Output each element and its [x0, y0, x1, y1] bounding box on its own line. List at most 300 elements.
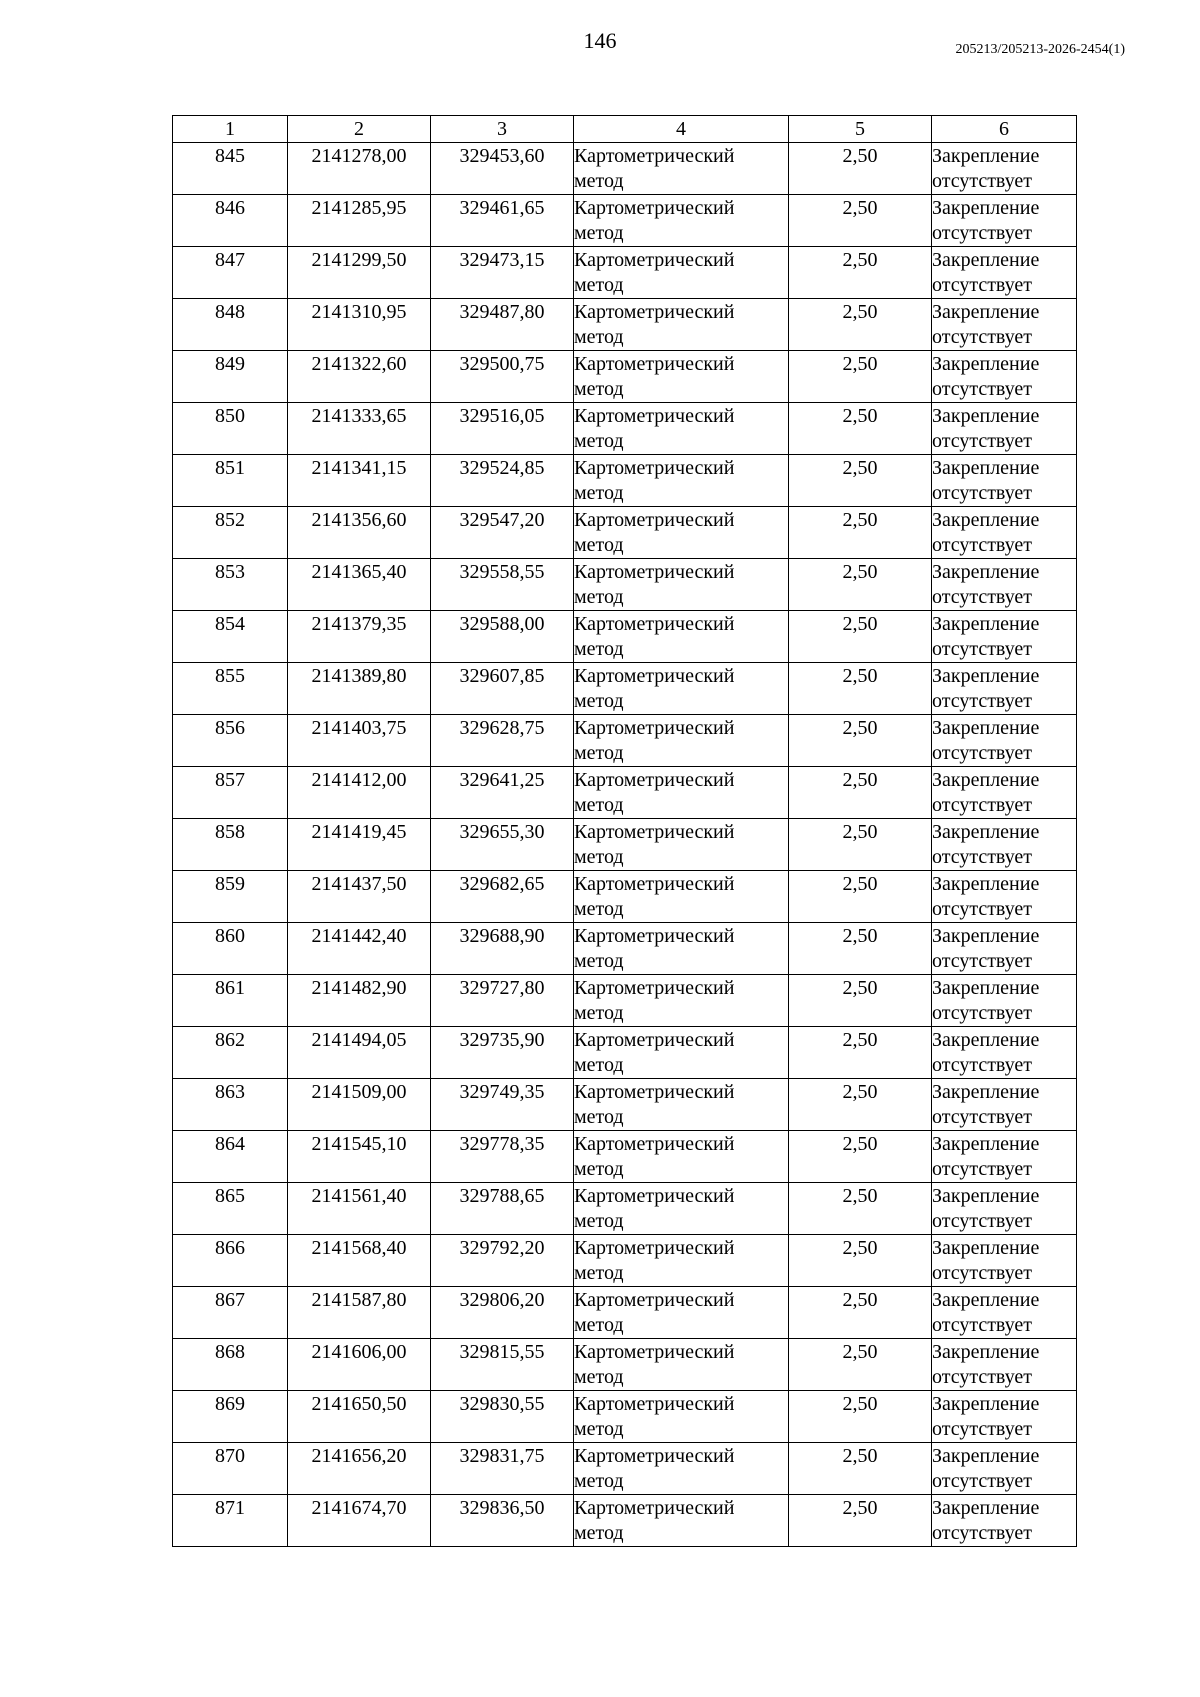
point-number-cell-text: 849: [215, 353, 245, 375]
table-row: [173, 1339, 1077, 1391]
fixing-cell-text: отсутствует: [932, 1418, 1033, 1440]
fixing-cell-text: Закрепление: [932, 561, 1040, 583]
fixing-cell-text: Закрепление: [932, 301, 1040, 323]
accuracy-cell-text: 2,50: [842, 925, 878, 947]
method-cell: [574, 663, 789, 715]
point-number-cell-text: 859: [215, 873, 245, 895]
fixing-cell: [932, 1495, 1077, 1547]
table-row: [173, 195, 1077, 247]
fixing-cell: [932, 819, 1077, 871]
method-cell: [574, 871, 789, 923]
fixing-cell: [932, 351, 1077, 403]
fixing-cell: [932, 975, 1077, 1027]
table-row: [173, 871, 1077, 923]
table-row: [173, 1287, 1077, 1339]
accuracy-cell-text: 2,50: [842, 509, 878, 531]
fixing-cell-text: отсутствует: [932, 1470, 1033, 1492]
coordinates-table: [172, 115, 1077, 1547]
point-number-cell: [173, 143, 288, 195]
fixing-cell: [932, 923, 1077, 975]
x-coordinate-cell: [288, 819, 431, 871]
y-coordinate-cell-text: 329830,55: [459, 1393, 545, 1415]
table-row: [173, 559, 1077, 611]
y-coordinate-cell: [431, 871, 574, 923]
x-coordinate-cell-text: 2141568,40: [311, 1237, 407, 1259]
method-cell: [574, 1443, 789, 1495]
y-coordinate-cell: [431, 299, 574, 351]
fixing-cell: [932, 1131, 1077, 1183]
y-coordinate-cell-text: 329641,25: [459, 769, 545, 791]
x-coordinate-cell: [288, 975, 431, 1027]
fixing-cell: [932, 559, 1077, 611]
x-coordinate-cell-text: 2141587,80: [311, 1289, 407, 1311]
x-coordinate-cell-text: 2141606,00: [311, 1341, 407, 1363]
table-row: [173, 1495, 1077, 1547]
x-coordinate-cell: [288, 1235, 431, 1287]
x-coordinate-cell: [288, 923, 431, 975]
x-coordinate-cell: [288, 1079, 431, 1131]
y-coordinate-cell: [431, 663, 574, 715]
table-row: [173, 767, 1077, 819]
accuracy-cell-text: 2,50: [842, 1393, 878, 1415]
point-number-cell: [173, 1027, 288, 1079]
accuracy-cell: [789, 975, 932, 1027]
method-cell: [574, 195, 789, 247]
x-coordinate-cell: [288, 663, 431, 715]
y-coordinate-cell: [431, 1495, 574, 1547]
point-number-cell-text: 853: [215, 561, 245, 583]
fixing-cell-text: отсутствует: [932, 274, 1033, 296]
method-cell: [574, 1391, 789, 1443]
method-cell-text: метод: [574, 1262, 624, 1284]
method-cell-text: метод: [574, 898, 624, 920]
method-cell-text: метод: [574, 1002, 624, 1024]
fixing-cell-text: Закрепление: [932, 457, 1040, 479]
accuracy-cell: [789, 663, 932, 715]
accuracy-cell: [789, 1391, 932, 1443]
fixing-cell-text: отсутствует: [932, 430, 1033, 452]
accuracy-cell-text: 2,50: [842, 1029, 878, 1051]
method-cell-text: метод: [574, 1210, 624, 1232]
point-number-cell: [173, 455, 288, 507]
accuracy-cell: [789, 1443, 932, 1495]
fixing-cell-text: отсутствует: [932, 1054, 1033, 1076]
accuracy-cell: [789, 351, 932, 403]
method-cell-text: Картометрический: [574, 509, 735, 531]
y-coordinate-cell: [431, 975, 574, 1027]
method-cell-text: Картометрический: [574, 1497, 735, 1519]
accuracy-cell-text: 2,50: [842, 613, 878, 635]
accuracy-cell-text: 2,50: [842, 1289, 878, 1311]
y-coordinate-cell: [431, 1287, 574, 1339]
table-row: [173, 923, 1077, 975]
accuracy-cell-text: 2,50: [842, 561, 878, 583]
method-cell: [574, 1495, 789, 1547]
fixing-cell-text: Закрепление: [932, 1237, 1040, 1259]
fixing-cell-text: Закрепление: [932, 1289, 1040, 1311]
y-coordinate-cell: [431, 559, 574, 611]
point-number-cell-text: 868: [215, 1341, 245, 1363]
point-number-cell: [173, 871, 288, 923]
accuracy-cell: [789, 1027, 932, 1079]
x-coordinate-cell-text: 2141482,90: [311, 977, 407, 999]
accuracy-cell-text: 2,50: [842, 873, 878, 895]
method-cell: [574, 1235, 789, 1287]
column-header: 6: [932, 116, 1077, 143]
x-coordinate-cell: [288, 299, 431, 351]
method-cell-text: метод: [574, 638, 624, 660]
y-coordinate-cell: [431, 1027, 574, 1079]
y-coordinate-cell: [431, 143, 574, 195]
y-coordinate-cell-text: 329688,90: [459, 925, 545, 947]
x-coordinate-cell: [288, 1495, 431, 1547]
x-coordinate-cell-text: 2141356,60: [311, 509, 407, 531]
fixing-cell-text: отсутствует: [932, 846, 1033, 868]
fixing-cell: [932, 1391, 1077, 1443]
method-cell-text: метод: [574, 222, 624, 244]
y-coordinate-cell: [431, 455, 574, 507]
y-coordinate-cell: [431, 351, 574, 403]
fixing-cell: [932, 455, 1077, 507]
method-cell: [574, 403, 789, 455]
fixing-cell-text: отсутствует: [932, 1158, 1033, 1180]
fixing-cell-text: отсутствует: [932, 586, 1033, 608]
x-coordinate-cell: [288, 1443, 431, 1495]
table-row: [173, 455, 1077, 507]
x-coordinate-cell: [288, 195, 431, 247]
y-coordinate-cell-text: 329588,00: [459, 613, 545, 635]
fixing-cell: [932, 1183, 1077, 1235]
x-coordinate-cell: [288, 559, 431, 611]
fixing-cell-text: Закрепление: [932, 1185, 1040, 1207]
y-coordinate-cell-text: 329749,35: [459, 1081, 545, 1103]
accuracy-cell: [789, 1287, 932, 1339]
method-cell-text: метод: [574, 274, 624, 296]
accuracy-cell-text: 2,50: [842, 665, 878, 687]
y-coordinate-cell: [431, 1443, 574, 1495]
table-body: [173, 143, 1077, 1547]
method-cell-text: Картометрический: [574, 353, 735, 375]
method-cell-text: Картометрический: [574, 405, 735, 427]
x-coordinate-cell-text: 2141403,75: [311, 717, 407, 739]
method-cell: [574, 715, 789, 767]
point-number-cell-text: 847: [215, 249, 245, 271]
y-coordinate-cell-text: 329628,75: [459, 717, 545, 739]
x-coordinate-cell-text: 2141310,95: [311, 301, 407, 323]
fixing-cell: [932, 871, 1077, 923]
x-coordinate-cell-text: 2141545,10: [311, 1133, 407, 1155]
point-number-cell-text: 856: [215, 717, 245, 739]
point-number-cell: [173, 1495, 288, 1547]
fixing-cell-text: Закрепление: [932, 1081, 1040, 1103]
fixing-cell: [932, 1339, 1077, 1391]
accuracy-cell: [789, 923, 932, 975]
y-coordinate-cell: [431, 195, 574, 247]
fixing-cell-text: Закрепление: [932, 353, 1040, 375]
accuracy-cell: [789, 1183, 932, 1235]
method-cell: [574, 1027, 789, 1079]
x-coordinate-cell: [288, 767, 431, 819]
method-cell-text: метод: [574, 586, 624, 608]
method-cell: [574, 611, 789, 663]
fixing-cell-text: отсутствует: [932, 534, 1033, 556]
point-number-cell-text: 846: [215, 197, 245, 219]
table-row: [173, 1235, 1077, 1287]
method-cell-text: метод: [574, 1158, 624, 1180]
fixing-cell-text: Закрепление: [932, 1341, 1040, 1363]
fixing-cell: [932, 195, 1077, 247]
point-number-cell-text: 866: [215, 1237, 245, 1259]
point-number-cell-text: 857: [215, 769, 245, 791]
fixing-cell-text: Закрепление: [932, 873, 1040, 895]
y-coordinate-cell-text: 329500,75: [459, 353, 545, 375]
fixing-cell-text: Закрепление: [932, 249, 1040, 271]
point-number-cell: [173, 611, 288, 663]
x-coordinate-cell-text: 2141494,05: [311, 1029, 407, 1051]
accuracy-cell-text: 2,50: [842, 717, 878, 739]
fixing-cell: [932, 507, 1077, 559]
y-coordinate-cell-text: 329655,30: [459, 821, 545, 843]
y-coordinate-cell: [431, 247, 574, 299]
table-row: [173, 247, 1077, 299]
method-cell: [574, 923, 789, 975]
point-number-cell: [173, 559, 288, 611]
fixing-cell-text: отсутствует: [932, 222, 1033, 244]
y-coordinate-cell-text: 329558,55: [459, 561, 545, 583]
fixing-cell-text: Закрепление: [932, 977, 1040, 999]
point-number-cell-text: 851: [215, 457, 245, 479]
y-coordinate-cell: [431, 767, 574, 819]
method-cell-text: метод: [574, 1522, 624, 1544]
fixing-cell: [932, 1079, 1077, 1131]
method-cell-text: Картометрический: [574, 1393, 735, 1415]
x-coordinate-cell-text: 2141278,00: [311, 145, 407, 167]
point-number-cell-text: 863: [215, 1081, 245, 1103]
method-cell: [574, 819, 789, 871]
x-coordinate-cell-text: 2141365,40: [311, 561, 407, 583]
y-coordinate-cell-text: 329516,05: [459, 405, 545, 427]
y-coordinate-cell: [431, 1235, 574, 1287]
fixing-cell: [932, 611, 1077, 663]
x-coordinate-cell: [288, 1027, 431, 1079]
accuracy-cell-text: 2,50: [842, 1081, 878, 1103]
y-coordinate-cell: [431, 715, 574, 767]
accuracy-cell-text: 2,50: [842, 1133, 878, 1155]
point-number-cell: [173, 1235, 288, 1287]
method-cell-text: Картометрический: [574, 925, 735, 947]
accuracy-cell-text: 2,50: [842, 457, 878, 479]
accuracy-cell-text: 2,50: [842, 197, 878, 219]
accuracy-cell: [789, 507, 932, 559]
point-number-cell: [173, 975, 288, 1027]
fixing-cell-text: отсутствует: [932, 1314, 1033, 1336]
table-row: [173, 715, 1077, 767]
fixing-cell-text: отсутствует: [932, 742, 1033, 764]
point-number-cell: [173, 1391, 288, 1443]
x-coordinate-cell-text: 2141561,40: [311, 1185, 407, 1207]
accuracy-cell-text: 2,50: [842, 1237, 878, 1259]
point-number-cell: [173, 819, 288, 871]
fixing-cell: [932, 767, 1077, 819]
method-cell-text: метод: [574, 430, 624, 452]
fixing-cell-text: Закрепление: [932, 145, 1040, 167]
column-header: 4: [574, 116, 789, 143]
x-coordinate-cell-text: 2141285,95: [311, 197, 407, 219]
y-coordinate-cell-text: 329524,85: [459, 457, 545, 479]
y-coordinate-cell: [431, 1339, 574, 1391]
point-number-cell-text: 855: [215, 665, 245, 687]
method-cell-text: метод: [574, 690, 624, 712]
x-coordinate-cell-text: 2141437,50: [311, 873, 407, 895]
method-cell-text: метод: [574, 1054, 624, 1076]
fixing-cell-text: Закрепление: [932, 769, 1040, 791]
method-cell-text: метод: [574, 1418, 624, 1440]
table-row: [173, 351, 1077, 403]
fixing-cell-text: Закрепление: [932, 1029, 1040, 1051]
fixing-cell-text: Закрепление: [932, 197, 1040, 219]
column-header: 2: [288, 116, 431, 143]
table-row: [173, 1443, 1077, 1495]
fixing-cell-text: отсутствует: [932, 1002, 1033, 1024]
fixing-cell-text: Закрепление: [932, 1393, 1040, 1415]
y-coordinate-cell: [431, 819, 574, 871]
y-coordinate-cell: [431, 1391, 574, 1443]
y-coordinate-cell-text: 329788,65: [459, 1185, 545, 1207]
accuracy-cell-text: 2,50: [842, 1497, 878, 1519]
fixing-cell-text: Закрепление: [932, 405, 1040, 427]
fixing-cell-text: отсутствует: [932, 1522, 1033, 1544]
x-coordinate-cell-text: 2141419,45: [311, 821, 407, 843]
table-row: [173, 507, 1077, 559]
fixing-cell-text: Закрепление: [932, 613, 1040, 635]
y-coordinate-cell-text: 329792,20: [459, 1237, 545, 1259]
accuracy-cell-text: 2,50: [842, 145, 878, 167]
table-row: [173, 819, 1077, 871]
method-cell: [574, 507, 789, 559]
y-coordinate-cell-text: 329607,85: [459, 665, 545, 687]
table-row: [173, 1183, 1077, 1235]
page-number: 146: [583, 28, 617, 53]
x-coordinate-cell-text: 2141650,50: [311, 1393, 407, 1415]
fixing-cell: [932, 1027, 1077, 1079]
method-cell-text: Картометрический: [574, 197, 735, 219]
method-cell: [574, 299, 789, 351]
fixing-cell-text: Закрепление: [932, 1445, 1040, 1467]
table-row: [173, 1027, 1077, 1079]
fixing-cell-text: Закрепление: [932, 1133, 1040, 1155]
method-cell-text: метод: [574, 170, 624, 192]
x-coordinate-cell: [288, 455, 431, 507]
point-number-cell: [173, 1287, 288, 1339]
x-coordinate-cell-text: 2141389,80: [311, 665, 407, 687]
method-cell-text: метод: [574, 846, 624, 868]
x-coordinate-cell: [288, 351, 431, 403]
method-cell-text: метод: [574, 1106, 624, 1128]
x-coordinate-cell: [288, 715, 431, 767]
method-cell: [574, 559, 789, 611]
fixing-cell: [932, 1443, 1077, 1495]
accuracy-cell: [789, 819, 932, 871]
fixing-cell-text: отсутствует: [932, 1366, 1033, 1388]
x-coordinate-cell: [288, 1287, 431, 1339]
fixing-cell: [932, 247, 1077, 299]
x-coordinate-cell-text: 2141299,50: [311, 249, 407, 271]
table-row: [173, 143, 1077, 195]
x-coordinate-cell-text: 2141322,60: [311, 353, 407, 375]
point-number-cell-text: 858: [215, 821, 245, 843]
method-cell-text: Картометрический: [574, 301, 735, 323]
method-cell-text: Картометрический: [574, 873, 735, 895]
table-row: [173, 1079, 1077, 1131]
fixing-cell: [932, 1287, 1077, 1339]
fixing-cell-text: отсутствует: [932, 378, 1033, 400]
method-cell-text: метод: [574, 1314, 624, 1336]
point-number-cell: [173, 923, 288, 975]
point-number-cell-text: 862: [215, 1029, 245, 1051]
point-number-cell: [173, 1079, 288, 1131]
fixing-cell-text: отсутствует: [932, 690, 1033, 712]
method-cell: [574, 1183, 789, 1235]
accuracy-cell-text: 2,50: [842, 249, 878, 271]
table-row: [173, 1391, 1077, 1443]
point-number-cell-text: 860: [215, 925, 245, 947]
point-number-cell-text: 861: [215, 977, 245, 999]
y-coordinate-cell-text: 329487,80: [459, 301, 545, 323]
method-cell-text: Картометрический: [574, 249, 735, 271]
y-coordinate-cell-text: 329461,65: [459, 197, 545, 219]
point-number-cell: [173, 247, 288, 299]
point-number-cell: [173, 663, 288, 715]
accuracy-cell: [789, 299, 932, 351]
point-number-cell-text: 869: [215, 1393, 245, 1415]
method-cell-text: метод: [574, 534, 624, 556]
x-coordinate-cell-text: 2141442,40: [311, 925, 407, 947]
method-cell-text: Картометрический: [574, 561, 735, 583]
accuracy-cell: [789, 559, 932, 611]
y-coordinate-cell: [431, 1079, 574, 1131]
method-cell: [574, 767, 789, 819]
x-coordinate-cell-text: 2141341,15: [311, 457, 407, 479]
fixing-cell-text: отсутствует: [932, 638, 1033, 660]
x-coordinate-cell-text: 2141674,70: [311, 1497, 407, 1519]
fixing-cell-text: Закрепление: [932, 665, 1040, 687]
point-number-cell-text: 852: [215, 509, 245, 531]
method-cell-text: метод: [574, 950, 624, 972]
accuracy-cell: [789, 403, 932, 455]
method-cell-text: Картометрический: [574, 1133, 735, 1155]
x-coordinate-cell-text: 2141333,65: [311, 405, 407, 427]
point-number-cell-text: 871: [215, 1497, 245, 1519]
document-id: 205213/205213-2026-2454(1): [955, 42, 1125, 57]
accuracy-cell: [789, 715, 932, 767]
y-coordinate-cell-text: 329727,80: [459, 977, 545, 999]
method-cell-text: метод: [574, 794, 624, 816]
method-cell-text: Картометрический: [574, 145, 735, 167]
y-coordinate-cell-text: 329453,60: [459, 145, 545, 167]
method-cell: [574, 1287, 789, 1339]
fixing-cell: [932, 403, 1077, 455]
table-header-row: [173, 116, 1077, 143]
table-row: [173, 663, 1077, 715]
x-coordinate-cell-text: 2141412,00: [311, 769, 407, 791]
point-number-cell: [173, 1339, 288, 1391]
point-number-cell: [173, 1183, 288, 1235]
table-row: [173, 299, 1077, 351]
accuracy-cell: [789, 611, 932, 663]
y-coordinate-cell: [431, 923, 574, 975]
method-cell: [574, 1079, 789, 1131]
x-coordinate-cell: [288, 507, 431, 559]
